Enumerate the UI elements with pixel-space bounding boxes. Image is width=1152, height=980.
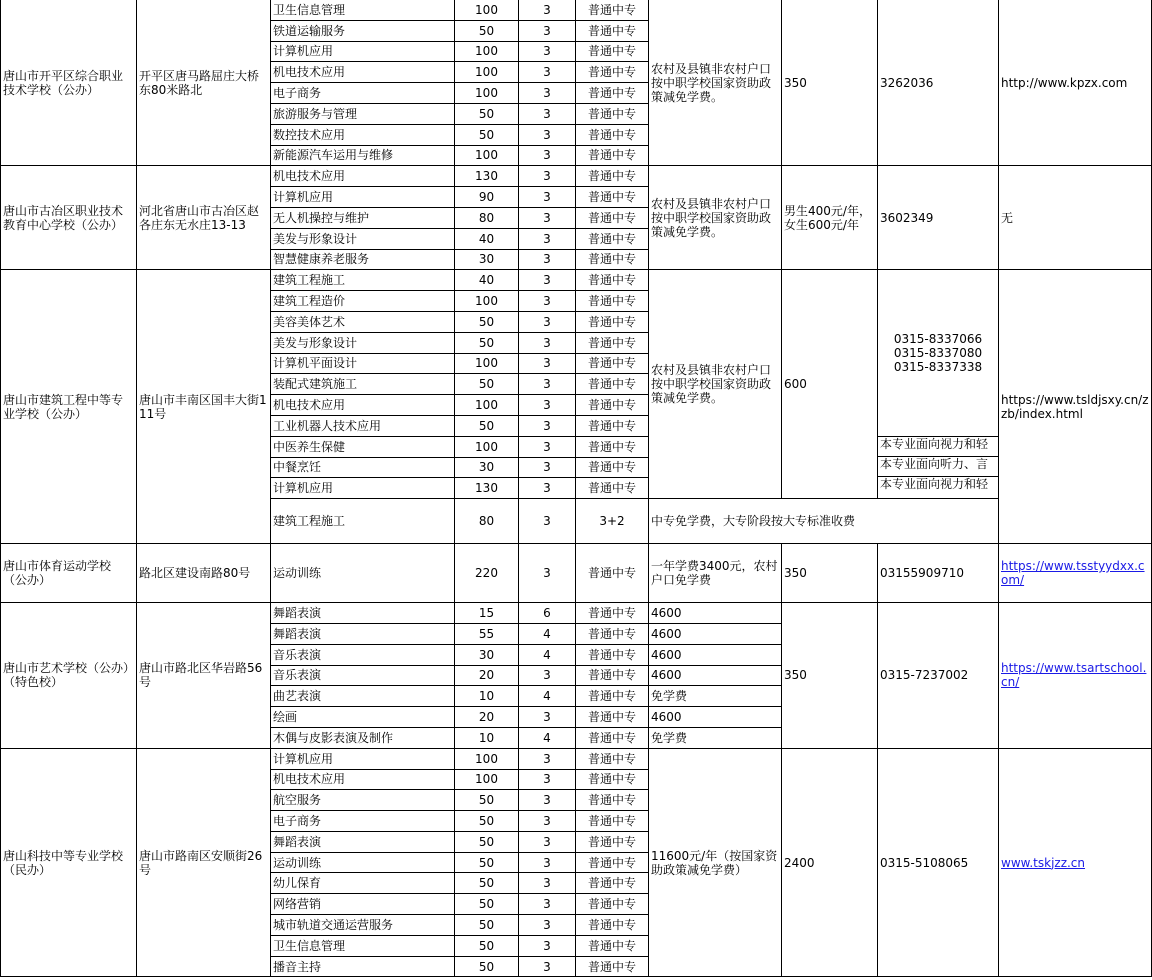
quota: 100 <box>455 291 519 312</box>
level: 普通中专 <box>576 249 649 270</box>
policy: 一年学费3400元，农村户口免学费 <box>649 544 782 603</box>
years: 4 <box>519 623 576 644</box>
quota: 100 <box>455 395 519 416</box>
quota: 50 <box>455 311 519 332</box>
years: 3 <box>519 769 576 790</box>
major-name: 运动训练 <box>271 852 455 873</box>
quota: 50 <box>455 374 519 395</box>
major-name: 网络营销 <box>271 894 455 915</box>
school-address: 唐山市路南区安顺街26号 <box>137 748 271 977</box>
website: http://www.kpzx.com <box>999 0 1152 166</box>
quota: 50 <box>455 124 519 145</box>
level: 普通中专 <box>576 395 649 416</box>
phone: 3602349 <box>878 166 999 270</box>
major-name: 曲艺表演 <box>271 686 455 707</box>
level: 普通中专 <box>576 270 649 291</box>
quota: 50 <box>455 790 519 811</box>
fee: 2400 <box>782 748 878 977</box>
level: 普通中专 <box>576 727 649 748</box>
policy: 4600 <box>649 707 782 728</box>
major-name: 城市轨道交通运营服务 <box>271 915 455 936</box>
level: 普通中专 <box>576 124 649 145</box>
major-name: 播音主持 <box>271 956 455 977</box>
quota: 50 <box>455 103 519 124</box>
phone: 0315-8337338 <box>893 360 983 375</box>
years: 3 <box>519 499 576 544</box>
years: 3 <box>519 249 576 270</box>
quota: 130 <box>455 478 519 499</box>
table-row <box>1 0 1152 20</box>
website-link[interactable]: https://www.tsartschool.cn/ <box>1001 661 1147 690</box>
years: 3 <box>519 544 576 603</box>
fee: 600 <box>782 270 878 499</box>
major-name: 美发与形象设计 <box>271 332 455 353</box>
notes-cell <box>878 436 999 498</box>
policy: 农村及县镇非农村户口按中职学校国家资助政策减免学费。 <box>649 0 782 166</box>
level: 普通中专 <box>576 831 649 852</box>
major-name: 电子商务 <box>271 83 455 104</box>
quota: 100 <box>455 769 519 790</box>
level: 普通中专 <box>576 603 649 624</box>
policy: 4600 <box>649 644 782 665</box>
level: 普通中专 <box>576 956 649 977</box>
level: 普通中专 <box>576 415 649 436</box>
major-name: 装配式建筑施工 <box>271 374 455 395</box>
major-name: 美发与形象设计 <box>271 228 455 249</box>
level: 普通中专 <box>576 873 649 894</box>
years: 3 <box>519 145 576 166</box>
fee: 男生400元/年，女生600元/年 <box>782 166 878 270</box>
school-name: 唐山市建筑工程中等专业学校（公办） <box>1 270 137 544</box>
quota: 100 <box>455 41 519 62</box>
quota: 50 <box>455 811 519 832</box>
major-name: 计算机应用 <box>271 478 455 499</box>
major-name: 建筑工程施工 <box>271 499 455 544</box>
table-row <box>1 270 1152 291</box>
fee: 350 <box>782 544 878 603</box>
level: 普通中专 <box>576 332 649 353</box>
years: 4 <box>519 727 576 748</box>
school-address: 路北区建设南路80号 <box>137 544 271 603</box>
school-address: 开平区唐马路屈庄大桥东80米路北 <box>137 0 271 166</box>
years: 3 <box>519 790 576 811</box>
quota: 50 <box>455 935 519 956</box>
years: 3 <box>519 811 576 832</box>
years: 3 <box>519 41 576 62</box>
years: 3 <box>519 270 576 291</box>
note: 本专业面向听力、言 <box>878 456 998 476</box>
policy: 4600 <box>649 603 782 624</box>
level: 普通中专 <box>576 811 649 832</box>
level: 普通中专 <box>576 436 649 457</box>
years: 6 <box>519 603 576 624</box>
years: 3 <box>519 83 576 104</box>
level: 普通中专 <box>576 20 649 41</box>
major-name: 电子商务 <box>271 811 455 832</box>
years: 3 <box>519 311 576 332</box>
website-link-cell <box>999 544 1152 603</box>
major-name: 机电技术应用 <box>271 769 455 790</box>
major-name: 卫生信息管理 <box>271 0 455 20</box>
school-name: 唐山科技中等专业学校（民办） <box>1 748 137 977</box>
quota: 100 <box>455 436 519 457</box>
level: 普通中专 <box>576 228 649 249</box>
level: 普通中专 <box>576 790 649 811</box>
major-name: 计算机应用 <box>271 41 455 62</box>
website-link[interactable]: https://www.tsstyydxx.com/ <box>1001 559 1145 588</box>
major-name: 音乐表演 <box>271 644 455 665</box>
level: 普通中专 <box>576 665 649 686</box>
phone: 0315-7237002 <box>878 603 999 749</box>
quota: 220 <box>455 544 519 603</box>
major-name: 舞蹈表演 <box>271 603 455 624</box>
major-name: 美容美体艺术 <box>271 311 455 332</box>
quota: 100 <box>455 62 519 83</box>
quota: 15 <box>455 603 519 624</box>
table-body <box>1 0 1152 977</box>
level: 普通中专 <box>576 145 649 166</box>
website-link-cell <box>999 603 1152 749</box>
website-link[interactable]: www.tskjzz.cn <box>1001 855 1086 870</box>
school-name: 唐山市艺术学校（公办）（特色校） <box>1 603 137 749</box>
level: 普通中专 <box>576 103 649 124</box>
level: 普通中专 <box>576 748 649 769</box>
quota: 50 <box>455 894 519 915</box>
years: 3 <box>519 478 576 499</box>
quota: 10 <box>455 686 519 707</box>
major-name: 运动训练 <box>271 544 455 603</box>
level: 普通中专 <box>576 686 649 707</box>
years: 3 <box>519 873 576 894</box>
major-name: 舞蹈表演 <box>271 831 455 852</box>
level: 普通中专 <box>576 353 649 374</box>
table-row <box>1 544 1152 603</box>
quota: 30 <box>455 249 519 270</box>
years: 3 <box>519 852 576 873</box>
level: 普通中专 <box>576 894 649 915</box>
policy: 4600 <box>649 623 782 644</box>
major-name: 铁道运输服务 <box>271 20 455 41</box>
note: 本专业面向视力和轻 <box>878 476 998 496</box>
level: 普通中专 <box>576 707 649 728</box>
years: 4 <box>519 644 576 665</box>
policy: 4600 <box>649 665 782 686</box>
years: 3 <box>519 956 576 977</box>
phone-cell <box>878 270 999 436</box>
school-address: 河北省唐山市古冶区赵各庄东无水庄13-13 <box>137 166 271 270</box>
quota: 50 <box>455 915 519 936</box>
years: 3 <box>519 395 576 416</box>
fee: 350 <box>782 0 878 166</box>
quota: 100 <box>455 353 519 374</box>
quota: 100 <box>455 83 519 104</box>
years: 3 <box>519 291 576 312</box>
major-name: 旅游服务与管理 <box>271 103 455 124</box>
quota: 50 <box>455 831 519 852</box>
years: 3 <box>519 20 576 41</box>
quota: 10 <box>455 727 519 748</box>
quota: 50 <box>455 852 519 873</box>
years: 3 <box>519 124 576 145</box>
major-name: 机电技术应用 <box>271 62 455 83</box>
extra-policy: 中专免学费，大专阶段按大专标准收费 <box>649 499 999 544</box>
years: 3 <box>519 436 576 457</box>
major-name: 中餐烹饪 <box>271 457 455 478</box>
years: 3 <box>519 166 576 187</box>
major-name: 计算机应用 <box>271 187 455 208</box>
level: 普通中专 <box>576 478 649 499</box>
website: 无 <box>999 166 1152 270</box>
major-name: 机电技术应用 <box>271 395 455 416</box>
level: 3+2 <box>576 499 649 544</box>
years: 3 <box>519 374 576 395</box>
quota: 80 <box>455 207 519 228</box>
level: 普通中专 <box>576 644 649 665</box>
level: 普通中专 <box>576 623 649 644</box>
major-name: 中医养生保健 <box>271 436 455 457</box>
years: 3 <box>519 707 576 728</box>
years: 3 <box>519 353 576 374</box>
major-name: 智慧健康养老服务 <box>271 249 455 270</box>
quota: 30 <box>455 644 519 665</box>
level: 普通中专 <box>576 311 649 332</box>
major-name: 卫生信息管理 <box>271 935 455 956</box>
level: 普通中专 <box>576 915 649 936</box>
phone: 03155909710 <box>878 544 999 603</box>
major-name: 绘画 <box>271 707 455 728</box>
quota: 50 <box>455 873 519 894</box>
major-name: 音乐表演 <box>271 665 455 686</box>
years: 3 <box>519 103 576 124</box>
level: 普通中专 <box>576 41 649 62</box>
quota: 50 <box>455 332 519 353</box>
school-address: 唐山市路北区华岩路56号 <box>137 603 271 749</box>
years: 3 <box>519 935 576 956</box>
quota: 55 <box>455 623 519 644</box>
level: 普通中专 <box>576 769 649 790</box>
major-name: 计算机平面设计 <box>271 353 455 374</box>
phone: 0315-8337066 <box>893 332 983 347</box>
quota: 20 <box>455 665 519 686</box>
policy: 农村及县镇非农村户口按中职学校国家资助政策减免学费。 <box>649 166 782 270</box>
years: 3 <box>519 665 576 686</box>
major-name: 计算机应用 <box>271 748 455 769</box>
level: 普通中专 <box>576 207 649 228</box>
major-name: 机电技术应用 <box>271 166 455 187</box>
major-name: 木偶与皮影表演及制作 <box>271 727 455 748</box>
phone: 3262036 <box>878 0 999 166</box>
level: 普通中专 <box>576 83 649 104</box>
major-name: 航空服务 <box>271 790 455 811</box>
level: 普通中专 <box>576 457 649 478</box>
policy: 农村及县镇非农村户口按中职学校国家资助政策减免学费。 <box>649 270 782 499</box>
quota: 100 <box>455 0 519 20</box>
major-name: 数控技术应用 <box>271 124 455 145</box>
note: 本专业面向视力和轻 <box>880 436 989 451</box>
years: 3 <box>519 187 576 208</box>
quota: 50 <box>455 20 519 41</box>
policy: 免学费 <box>649 727 782 748</box>
major-name: 幼儿保育 <box>271 873 455 894</box>
table-row <box>1 166 1152 187</box>
policy: 免学费 <box>649 686 782 707</box>
years: 3 <box>519 831 576 852</box>
quota: 100 <box>455 748 519 769</box>
major-name: 建筑工程造价 <box>271 291 455 312</box>
major-name: 无人机操控与维护 <box>271 207 455 228</box>
years: 4 <box>519 686 576 707</box>
level: 普通中专 <box>576 544 649 603</box>
phone: 0315-8337080 <box>893 346 983 361</box>
policy: 11600元/年（按国家资助政策减免学费） <box>649 748 782 977</box>
level: 普通中专 <box>576 852 649 873</box>
quota: 40 <box>455 228 519 249</box>
level: 普通中专 <box>576 935 649 956</box>
quota: 20 <box>455 707 519 728</box>
school-address: 唐山市丰南区国丰大街111号 <box>137 270 271 544</box>
website: https://www.tsldjsxy.cn/zzb/index.html <box>999 270 1152 544</box>
years: 3 <box>519 207 576 228</box>
school-name: 唐山市体育运动学校（公办） <box>1 544 137 603</box>
table-row <box>1 603 1152 624</box>
school-name: 唐山市古冶区职业技术教育中心学校（公办） <box>1 166 137 270</box>
quota: 50 <box>455 415 519 436</box>
quota: 50 <box>455 956 519 977</box>
quota: 80 <box>455 499 519 544</box>
level: 普通中专 <box>576 166 649 187</box>
level: 普通中专 <box>576 374 649 395</box>
years: 3 <box>519 894 576 915</box>
major-name: 新能源汽车运用与维修 <box>271 145 455 166</box>
major-name: 舞蹈表演 <box>271 623 455 644</box>
years: 3 <box>519 332 576 353</box>
level: 普通中专 <box>576 187 649 208</box>
fee: 350 <box>782 603 878 749</box>
quota: 30 <box>455 457 519 478</box>
phone: 0315-5108065 <box>878 748 999 977</box>
school-name: 唐山市开平区综合职业技术学校（公办） <box>1 0 137 166</box>
quota: 90 <box>455 187 519 208</box>
level: 普通中专 <box>576 0 649 20</box>
years: 3 <box>519 915 576 936</box>
major-name: 工业机器人技术应用 <box>271 415 455 436</box>
table-row <box>1 748 1152 769</box>
major-name: 建筑工程施工 <box>271 270 455 291</box>
level: 普通中专 <box>576 291 649 312</box>
quota: 130 <box>455 166 519 187</box>
website-link-cell <box>999 748 1152 977</box>
years: 3 <box>519 748 576 769</box>
years: 3 <box>519 0 576 20</box>
years: 3 <box>519 415 576 436</box>
quota: 40 <box>455 270 519 291</box>
years: 3 <box>519 62 576 83</box>
quota: 100 <box>455 145 519 166</box>
years: 3 <box>519 228 576 249</box>
level: 普通中专 <box>576 62 649 83</box>
years: 3 <box>519 457 576 478</box>
